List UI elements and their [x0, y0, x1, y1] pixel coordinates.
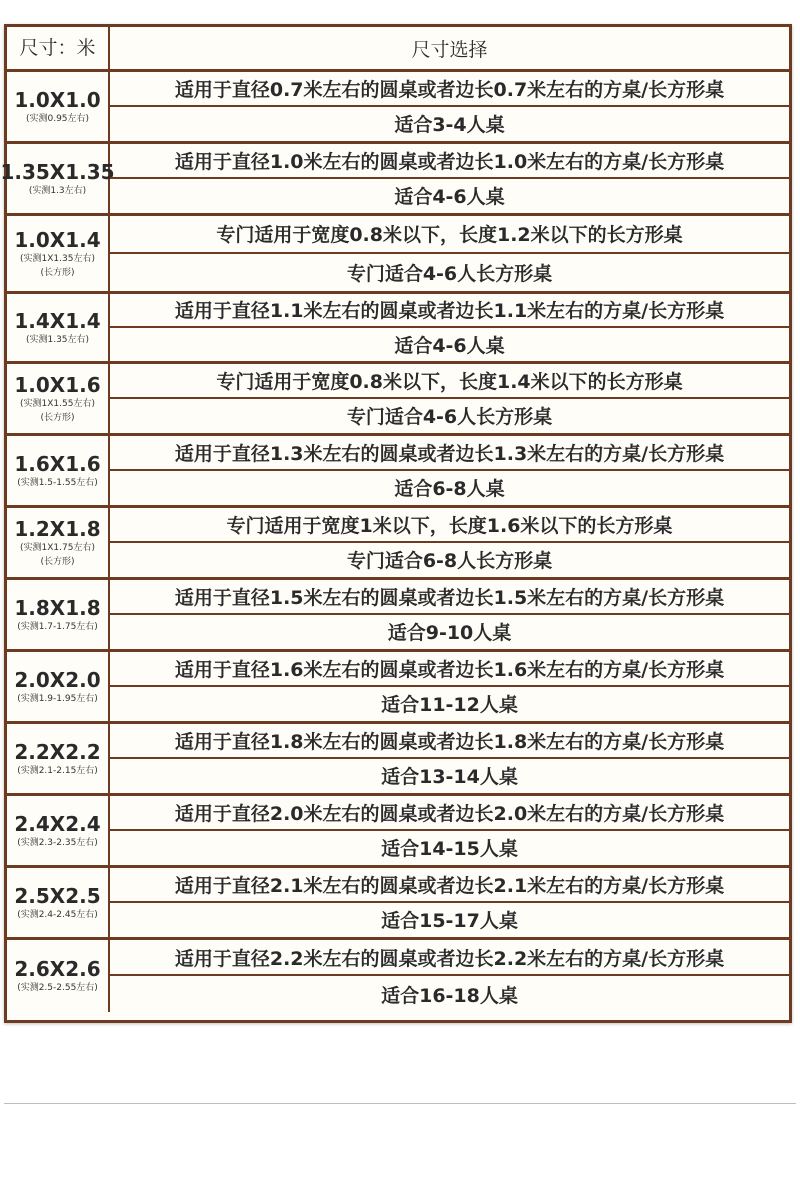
- size-cell: [7, 580, 110, 649]
- table-row: [7, 294, 789, 364]
- size-note: (长方形): [40, 267, 75, 278]
- size-note: (实测1.35左右): [25, 334, 90, 345]
- size-note: (实测1.9-1.95左右): [17, 693, 98, 704]
- size-cell: [7, 364, 110, 433]
- size-cell: [7, 508, 110, 577]
- description-cell: [110, 940, 789, 1012]
- suitability-text: 专门适用于宽度0.8米以下，长度1.4米以下的长方形桌: [110, 364, 789, 399]
- size-note: (实测1.3左右): [28, 185, 87, 196]
- size-cell: [7, 796, 110, 865]
- size-header-cell: [7, 27, 110, 69]
- suitability-text: 适用于直径1.6米左右的圆桌或者边长1.6米左右的方桌/长方形桌: [110, 652, 789, 687]
- size-note: (实测1X1.35左右): [20, 253, 95, 264]
- capacity-text: 适合15-17人桌: [381, 910, 518, 933]
- table-row: [7, 724, 789, 796]
- description-cell: [110, 72, 789, 141]
- table-row: [0, 144, 789, 216]
- size-note: (实测2.5-2.55左右): [17, 983, 98, 993]
- description-cell: [110, 436, 789, 505]
- size-note: (实测2.3-2.35左右): [17, 837, 98, 848]
- size-value: 2.6X2.6: [14, 957, 101, 981]
- size-value: 2.5X2.5: [14, 883, 101, 908]
- capacity-text: 专门适合6-8人长方形桌: [346, 550, 553, 573]
- size-header-label: 尺寸：米: [19, 37, 96, 59]
- table-row: [7, 652, 789, 724]
- table-row: [7, 580, 789, 652]
- suitability-text: 适用于直径0.7米左右的圆桌或者边长0.7米左右的方桌/长方形桌: [110, 72, 789, 107]
- size-cell: [7, 652, 110, 721]
- capacity-text: 适合4-6人桌: [394, 186, 505, 209]
- table-row: [7, 508, 789, 580]
- size-cell: [7, 436, 110, 505]
- size-note: (长方形): [40, 556, 75, 567]
- suitability-text: 适用于直径1.3米左右的圆桌或者边长1.3米左右的方桌/长方形桌: [110, 436, 789, 471]
- capacity-text: 适合3-4人桌: [394, 114, 505, 137]
- size-value: 2.2X2.2: [14, 739, 101, 764]
- description-cell: [110, 652, 789, 721]
- size-cell: [7, 216, 110, 291]
- table-row: [7, 940, 789, 1012]
- table-row: [7, 364, 789, 436]
- suitability-text: 适用于直径2.2米左右的圆桌或者边长2.2米左右的方桌/长方形桌: [110, 940, 789, 976]
- suitability-text: 专门适用于宽度0.8米以下，长度1.2米以下的长方形桌: [110, 216, 789, 254]
- table-row: [7, 436, 789, 508]
- size-note: (实测1X1.55左右): [20, 398, 95, 409]
- suitability-text: 适用于直径2.1米左右的圆桌或者边长2.1米左右的方桌/长方形桌: [110, 868, 789, 903]
- size-value: 1.8X1.8: [14, 595, 101, 620]
- table-row: [7, 796, 789, 868]
- size-note: (实测1.5-1.55左右): [17, 477, 98, 488]
- description-cell: [110, 508, 789, 577]
- description-cell: [110, 364, 789, 433]
- description-cell: [110, 868, 789, 937]
- size-value: 1.4X1.4: [14, 308, 101, 333]
- suitability-text: 适用于直径1.8米左右的圆桌或者边长1.8米左右的方桌/长方形桌: [110, 724, 789, 759]
- capacity-text: 适合16-18人桌: [381, 984, 518, 1007]
- size-note: (实测0.95左右): [25, 113, 90, 124]
- description-cell: [110, 144, 789, 213]
- size-value: 1.2X1.8: [14, 516, 101, 541]
- size-cell: [7, 72, 110, 141]
- size-note: (长方形): [40, 412, 75, 423]
- table-row: [7, 868, 789, 940]
- capacity-text: 适合11-12人桌: [381, 694, 518, 717]
- size-note: (实测1.7-1.75左右): [17, 621, 98, 632]
- size-table: [0, 24, 792, 1023]
- table-row: [7, 72, 789, 144]
- size-note: (实测1X1.75左右): [20, 542, 95, 553]
- size-value: 2.0X2.0: [14, 667, 101, 692]
- suitability-text: 适用于直径1.5米左右的圆桌或者边长1.5米左右的方桌/长方形桌: [110, 580, 789, 615]
- suitability-text: 适用于直径1.0米左右的圆桌或者边长1.0米左右的方桌/长方形桌: [110, 144, 789, 179]
- capacity-text: 专门适合4-6人长方形桌: [346, 406, 553, 429]
- size-cell: [7, 724, 110, 793]
- description-cell: [110, 216, 789, 291]
- capacity-text: 适合6-8人桌: [394, 478, 505, 501]
- size-value: 2.4X2.4: [14, 811, 101, 836]
- size-cell: [0, 144, 115, 213]
- capacity-text: 适合14-15人桌: [381, 838, 518, 861]
- size-value: 1.6X1.6: [14, 451, 101, 476]
- table-row: [7, 216, 789, 294]
- capacity-text: 适合9-10人桌: [387, 622, 512, 645]
- capacity-text: 适合4-6人桌: [394, 334, 505, 357]
- capacity-text: 适合13-14人桌: [381, 766, 518, 789]
- size-value: 1.0X1.6: [14, 372, 101, 397]
- size-cell: [7, 940, 110, 1012]
- choice-header-label: 尺寸选择: [411, 38, 488, 61]
- suitability-text: 适用于直径1.1米左右的圆桌或者边长1.1米左右的方桌/长方形桌: [110, 294, 789, 328]
- size-value: 1.35X1.35: [0, 159, 115, 184]
- table-header-row: [7, 27, 789, 72]
- description-cell: [110, 294, 789, 361]
- size-cell: [7, 868, 110, 937]
- footer-divider: [4, 1103, 796, 1104]
- suitability-text: 适用于直径2.0米左右的圆桌或者边长2.0米左右的方桌/长方形桌: [110, 796, 789, 831]
- suitability-text: 专门适用于宽度1米以下，长度1.6米以下的长方形桌: [110, 508, 789, 543]
- size-value: 1.0X1.0: [14, 87, 101, 112]
- size-note: (实测2.4-2.45左右): [17, 909, 98, 920]
- size-value: 1.0X1.4: [14, 227, 101, 252]
- description-cell: [110, 580, 789, 649]
- description-cell: [110, 796, 789, 865]
- description-cell: [110, 724, 789, 793]
- capacity-text: 专门适合4-6人长方形桌: [346, 262, 553, 285]
- size-cell: [7, 294, 110, 361]
- size-note: (实测2.1-2.15左右): [17, 765, 98, 776]
